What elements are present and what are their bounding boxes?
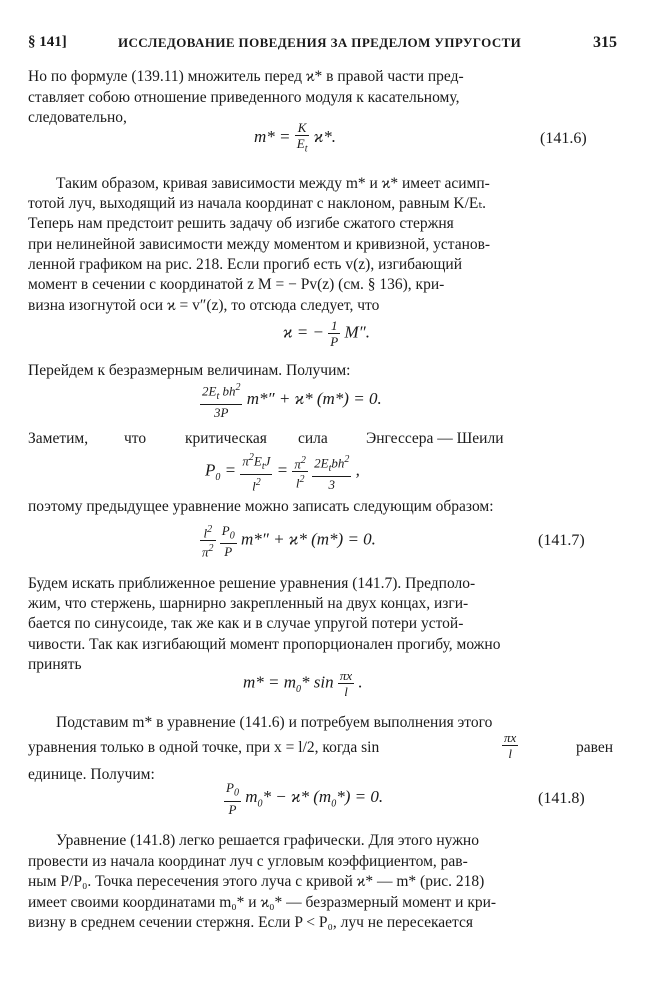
header-section: § 141] <box>28 34 67 50</box>
text-word: критическая <box>185 430 267 447</box>
text-line: ленной графиком на рис. 218. Если прогиб есть v(z), изгибающий <box>28 256 463 273</box>
text-line: Уравнение (141.8) легко решается графически. Для этого нужно <box>56 832 479 849</box>
equation-label: (141.8) <box>538 790 585 807</box>
text-line: при нелинейной зависимости между моментом и кривизной, установ- <box>28 236 491 253</box>
page-number: 315 <box>593 34 617 51</box>
text-line: чивости. Так как изгибающий момент пропорционален прогибу, можно <box>28 636 501 653</box>
text-line: визна изогнутой оси ϰ = v″(z), то отсюда следует, что <box>28 297 380 314</box>
text-line: уравнения только в одной точке, при x = l/2, когда sin <box>28 739 380 756</box>
text-line: Будем искать приближенное решение уравнения (141.7). Предполо- <box>28 575 476 592</box>
text-line: бается по синусоиде, так же как и в случае упругой потери устой- <box>28 615 464 632</box>
text-line: визну в среднем сечении стержня. Если P < P₀, луч не пересекается <box>28 914 473 931</box>
text-line: Но по формуле (139.11) множитель перед ϰ* в правой части пред- <box>28 68 464 85</box>
text-word: Заметим, <box>28 430 89 447</box>
text-line: жим, что стержень, шарнирно закрепленный на двух концах, изги- <box>28 595 469 612</box>
equation-141-8: $\frac{P_0}{P}$ $m_0* - ϰ*$ $(m_0*) = 0$. <box>226 780 384 817</box>
text-line: ставляет собою отношение приведенного модуля к касательному, <box>28 89 460 106</box>
text-line: Перейдем к безразмерным величинам. Получим: <box>28 362 351 379</box>
text-line: единице. Получим: <box>28 766 155 783</box>
equation-engesser: $P_0$ = $\frac{\pi^2E_tJ}{l^2}$ = $\frac{\pi^2}{l^2}$ $\frac{2E_tbh^2}{3}$ , <box>205 452 360 494</box>
equation-label: (141.7) <box>538 532 585 549</box>
text-line: момент в сечении с координатой z M = − Pv(z) (см. § 136), кри- <box>28 276 445 293</box>
text-line: Теперь нам предстоит решить задачу об изгибе сжатого стержня <box>28 215 454 232</box>
equation-label: (141.6) <box>540 130 587 147</box>
text-line: Подставим m* в уравнение (141.6) и потребуем выполнения этого <box>56 714 493 731</box>
equation-kappa: ϰ = − $\frac{1}{P}$ M″. <box>283 318 370 349</box>
text-line: следовательно, <box>28 109 127 126</box>
equation-dimensionless: $\frac{2E_t bh^2}{3P}$ m*″ + ϰ* (m*) = 0. <box>202 382 382 420</box>
text-line: Таким образом, кривая зависимости между m* и ϰ* имеет асимп- <box>56 175 490 192</box>
page-header <box>28 34 617 56</box>
equation-141-6: m* = $\frac{K}{E_t}$ ϰ*. <box>254 120 337 155</box>
text-word: равен <box>576 739 614 756</box>
equation-141-7: $\frac{l^2}{\pi^2}$ $\frac{P_0}{P}$ m*″ + ϰ* (m*) = 0. <box>202 522 376 560</box>
header-title: ИССЛЕДОВАНИЕ ПОВЕДЕНИЯ ЗА ПРЕДЕЛОМ УПРУГОСТИ <box>118 35 522 50</box>
text-line: тотой луч, выходящий из начала координат с наклоном, равным K/Eₜ. <box>28 195 487 212</box>
text-word: сила <box>298 430 328 447</box>
text-line: принять <box>28 656 82 673</box>
text-line: поэтому предыдущее уравнение можно записать следующим образом: <box>28 498 494 515</box>
text-line: имеет своими координатами m₀* и ϰ₀* — безразмерный момент и кри- <box>28 894 497 911</box>
equation-sine-arg: $\frac{\pi x}{l}$ <box>504 730 517 761</box>
text-line: ным P/P₀. Точка пересечения этого луча с кривой ϰ* — m* (рис. 218) <box>28 873 485 890</box>
text-line: провести из начала координат луч с угловым коэффициентом, рав- <box>28 853 468 870</box>
equation-sine-shape: $m* = m_0*$ sin $\frac{\pi x}{l}$ . <box>243 668 363 699</box>
text-word: что <box>124 430 147 447</box>
text-word: Энгессера — Шеили <box>366 430 504 447</box>
